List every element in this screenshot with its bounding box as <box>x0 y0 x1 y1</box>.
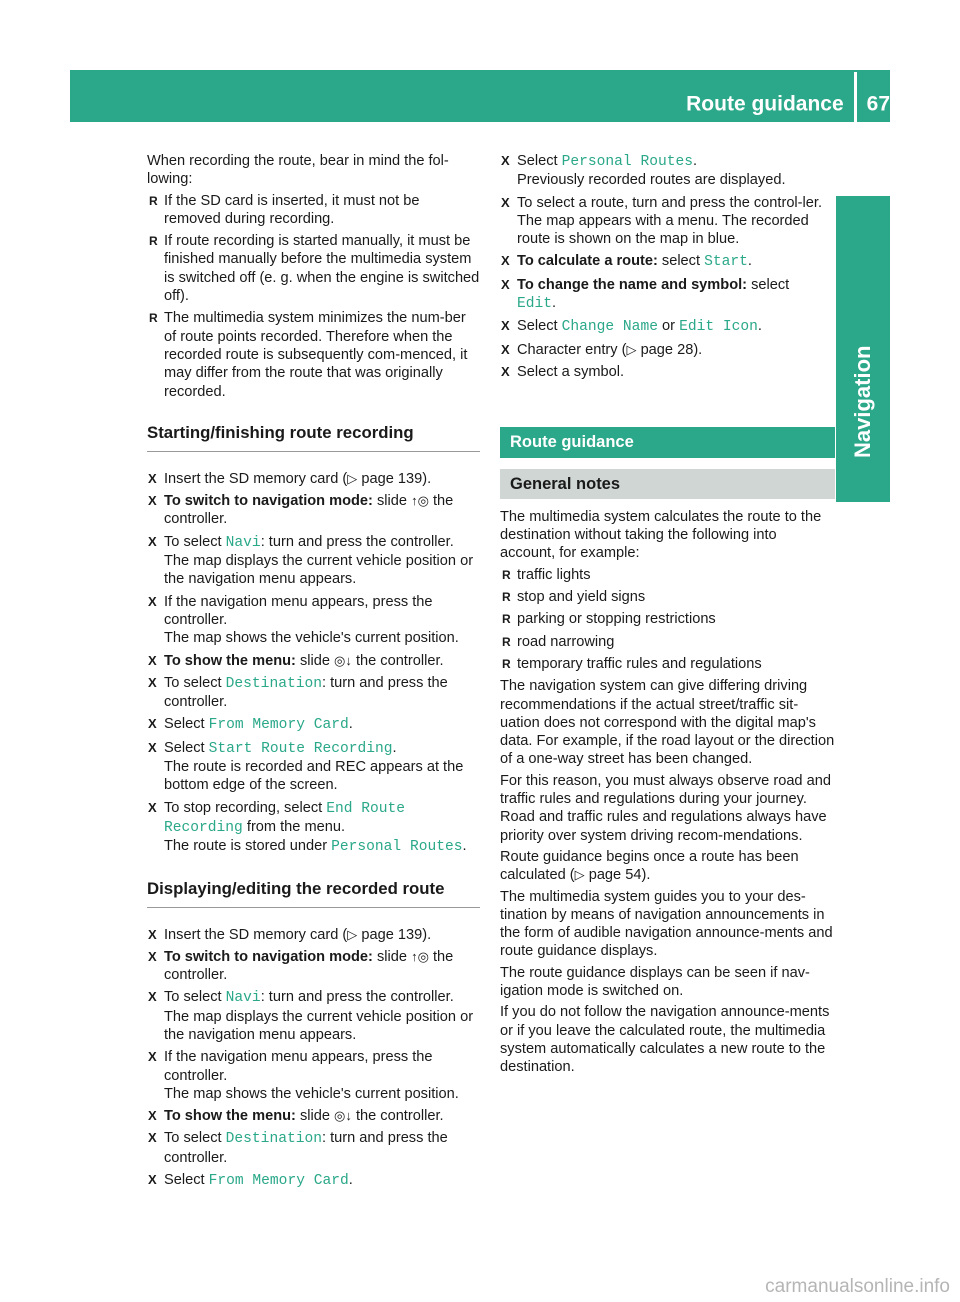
step-item <box>147 1107 480 1125</box>
step-item <box>147 1129 480 1167</box>
step-text: from the menu. <box>246 818 346 835</box>
step-text: slide <box>376 493 407 510</box>
step-item <box>500 194 835 249</box>
step-item <box>147 988 480 1044</box>
step-bold: To show the menu: <box>164 652 296 669</box>
intro-text: When recording the route, bear in mind the fol-lowing: <box>147 153 449 188</box>
section-heading-displaying: Displaying/editing the recorded route <box>147 879 480 908</box>
step-text: To select <box>164 674 222 691</box>
step-text: the controller. <box>164 493 454 528</box>
step-text: select <box>751 276 790 293</box>
step-item <box>500 363 835 381</box>
step-item <box>147 674 480 712</box>
list-item: R temporary traffic rules and regulations <box>500 655 835 673</box>
menu-term-start: Start <box>704 254 748 271</box>
step-item <box>147 799 480 857</box>
menu-term-recording: Recording <box>164 819 243 836</box>
punctuation: . <box>462 838 467 855</box>
section-heading-starting: Starting/finishing route recording <box>147 423 480 452</box>
right-column <box>500 152 835 1079</box>
menu-term-personal-routes: Personal Routes <box>561 154 693 170</box>
paragraph: If you do not follow the navigation announce-ments or if you leave the calculated route, the multimedia system automatically calculates a new route to the destination. <box>500 1004 830 1076</box>
step-text: Select a symbol. <box>517 363 625 380</box>
list-item: R If the SD card is inserted, it must not be removed during recording. <box>147 192 480 229</box>
triangle-ref-icon: ▷ <box>347 926 358 942</box>
step-text: Insert the SD memory card ( <box>164 470 348 487</box>
step-text: : turn and press the controller. <box>260 533 454 550</box>
step-bold: To show the menu: <box>164 1108 296 1125</box>
subsection-bar-general-notes: General notes <box>500 469 835 499</box>
step-result: The route is stored under <box>164 838 328 855</box>
step-item <box>147 948 480 985</box>
chapter-title: Route guidance <box>686 92 844 116</box>
step-result: The map shows the vehicle's current position. <box>164 630 459 647</box>
punctuation: . <box>693 153 698 169</box>
menu-term-start-route-recording: Start Route Recording <box>208 740 393 757</box>
step-text: If the navigation menu appears, press the controller. <box>164 593 433 628</box>
menu-term-end-route: End Route <box>326 800 406 817</box>
step-text: Select <box>517 153 558 169</box>
controller-slide-up-icon: ↑◎ <box>411 948 429 964</box>
header-separator <box>854 72 857 124</box>
list-item: R stop and yield signs <box>500 588 835 606</box>
step-text: Character entry ( <box>517 341 627 358</box>
step-text: slide <box>299 652 330 669</box>
step-text: Select <box>164 739 205 756</box>
menu-term-edit-icon: Edit Icon <box>679 319 758 336</box>
step-text: the controller. <box>355 652 444 669</box>
step-item <box>147 715 480 734</box>
paragraph: For this reason, you must always observe road and traffic rules and regulations during your journey. Road and traffic rules and regulations always have priority over system driving recom-mendations. <box>500 772 831 844</box>
step-result: Previously recorded routes are displayed. <box>517 172 786 189</box>
step-item <box>147 926 480 944</box>
step-text: or <box>662 318 676 335</box>
punctuation: . <box>348 716 353 733</box>
paragraph: The multimedia system calculates the route to the destination without taking the following into account, for example: <box>500 508 822 562</box>
header-title <box>686 86 890 124</box>
menu-term-change-name: Change Name <box>561 319 658 336</box>
side-tab-label: Navigation <box>850 345 875 458</box>
list-item: R The multimedia system minimizes the num-ber of route points recorded. Therefore when the recorded route is subsequently com-menced, it may differ from the route that was originally recorded. <box>147 309 480 400</box>
paragraph: The navigation system can give differing driving recommendations if the actual street/traffic sit-uation does not correspond with the digital map's data. For example, if the road layout or the direction of a one-way street has been changed. <box>500 678 835 768</box>
controller-slide-up-icon: ↑◎ <box>411 493 429 509</box>
paragraph-text: Route guidance begins once a route has been calculated ( <box>500 848 799 884</box>
punctuation: . <box>757 318 762 335</box>
menu-term-navi: Navi <box>225 990 261 1007</box>
page-ref: page 54). <box>588 867 651 884</box>
step-item <box>500 276 835 314</box>
menu-term-destination: Destination <box>225 675 322 692</box>
step-result: The map shows the vehicle's current position. <box>164 1085 459 1102</box>
step-item <box>147 593 480 648</box>
menu-term-edit: Edit <box>517 296 553 313</box>
step-item <box>147 652 480 670</box>
step-item <box>147 739 480 795</box>
punctuation: . <box>552 295 557 312</box>
step-result: The map displays the current vehicle position or the navigation menu appears. <box>164 553 474 588</box>
step-text: : turn and press the controller. <box>164 1130 448 1166</box>
controller-slide-down-icon: ◎↓ <box>334 652 352 668</box>
triangle-ref-icon: ▷ <box>626 341 637 357</box>
step-text: the controller. <box>164 948 454 984</box>
punctuation: . <box>392 739 397 756</box>
punctuation: . <box>348 1172 353 1189</box>
triangle-ref-icon: ▷ <box>347 470 358 486</box>
step-text: Select <box>164 716 205 733</box>
page-ref: page 28). <box>640 341 703 358</box>
step-item <box>500 341 835 359</box>
step-text: To stop recording, select <box>164 799 323 816</box>
step-text: Insert the SD memory card ( <box>164 926 348 943</box>
step-text: slide <box>376 948 407 965</box>
step-bold: To calculate a route: <box>517 253 658 270</box>
page-number: 67 <box>866 92 890 116</box>
step-text: Select <box>517 318 558 335</box>
footer-watermark: carmanualsonline.info <box>765 1276 950 1297</box>
section-bar-route-guidance: Route guidance <box>500 427 835 457</box>
page-ref: page 139). <box>361 926 432 943</box>
step-text: : turn and press the controller. <box>260 989 454 1006</box>
list-item: R traffic lights <box>500 566 835 584</box>
controller-slide-down-icon: ◎↓ <box>334 1108 352 1124</box>
step-item <box>147 492 480 529</box>
menu-term-destination: Destination <box>225 1131 322 1148</box>
step-text: Select <box>164 1172 205 1189</box>
list-item: R parking or stopping restrictions <box>500 610 835 628</box>
step-item <box>147 470 480 488</box>
step-text: To select <box>164 989 222 1006</box>
step-item <box>500 252 835 271</box>
step-item <box>147 533 480 589</box>
left-column <box>147 152 480 1194</box>
step-bold: To change the name and symbol: <box>517 276 748 293</box>
page-ref: page 139). <box>361 470 432 487</box>
step-bold: To switch to navigation mode: <box>164 948 373 965</box>
menu-term-navi: Navi <box>225 534 261 551</box>
step-item <box>147 1048 480 1103</box>
punctuation: . <box>747 253 752 270</box>
step-text: To select <box>164 533 222 550</box>
step-bold: To switch to navigation mode: <box>164 493 373 510</box>
step-result: The route is recorded and REC appears at the bottom edge of the screen. <box>164 759 464 794</box>
step-text: To select a route, turn and press the control-ler. <box>517 194 823 211</box>
paragraph: The multimedia system guides you to your des-tination by means of navigation announcements in the form of audible navigation announce-ments and route guidance displays. <box>500 888 833 960</box>
step-item <box>500 152 835 190</box>
list-item: R road narrowing <box>500 633 835 651</box>
list-item: R If route recording is started manually, it must be finished manually before the multimedia system is switched off (e. g. when the engine is switched off). <box>147 232 480 305</box>
menu-term-from-memory-card: From Memory Card <box>208 1173 349 1190</box>
step-text: To select <box>164 1130 222 1147</box>
paragraph <box>500 848 835 885</box>
step-result: The map appears with a menu. The recorded route is shown on the map in blue. <box>517 212 809 248</box>
step-text: If the navigation menu appears, press the controller. <box>164 1049 433 1084</box>
step-item <box>147 1171 480 1190</box>
step-text: select <box>661 253 701 270</box>
menu-term-personal-routes: Personal Routes <box>331 839 463 856</box>
menu-term-from-memory-card: From Memory Card <box>208 717 349 734</box>
step-item <box>500 317 835 336</box>
triangle-ref-icon: ▷ <box>574 867 585 883</box>
paragraph: The route guidance displays can be seen if nav-igation mode is switched on. <box>500 964 810 999</box>
step-result: The map displays the current vehicle position or the navigation menu appears. <box>164 1008 474 1043</box>
step-text: the controller. <box>355 1108 444 1125</box>
step-text: : turn and press the controller. <box>164 674 448 711</box>
step-text: slide <box>299 1108 330 1125</box>
